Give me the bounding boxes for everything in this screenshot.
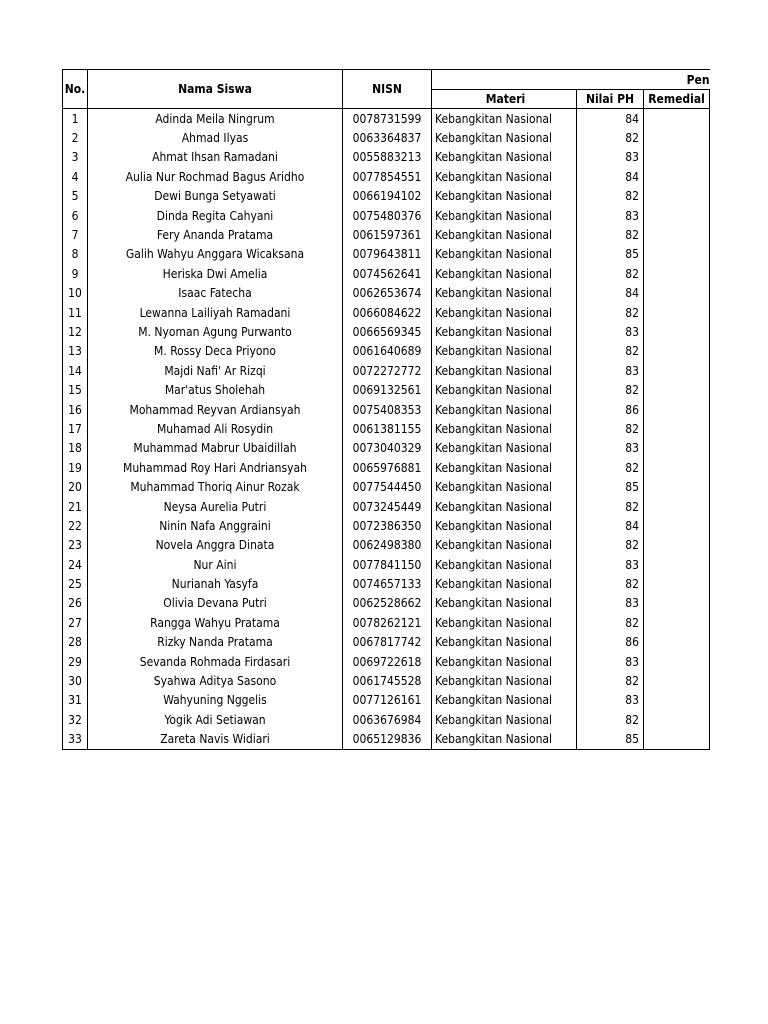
cell-remedial — [644, 342, 710, 361]
cell-nisn: 0055883213 — [343, 148, 432, 167]
cell-no: 33 — [63, 730, 88, 750]
grades-table — [62, 69, 710, 750]
cell-no: 17 — [63, 419, 88, 438]
cell-nisn: 0063364837 — [343, 128, 432, 147]
cell-nilai-ph: 86 — [577, 400, 644, 419]
cell-nisn: 0074562641 — [343, 264, 432, 283]
cell-remedial — [644, 187, 710, 206]
cell-nilai-ph: 82 — [577, 225, 644, 244]
cell-remedial — [644, 671, 710, 690]
cell-materi: Kebangkitan Nasional — [435, 150, 553, 165]
table-row — [63, 574, 710, 593]
cell-nama-siswa: Isaac Fatecha — [88, 284, 343, 303]
cell-nisn: 0062498380 — [343, 536, 432, 555]
cell-nisn: 0066084622 — [343, 303, 432, 322]
table-row — [63, 148, 710, 167]
header-nama-siswa: Nama Siswa — [88, 70, 343, 109]
cell-nisn: 0065976881 — [343, 458, 432, 477]
table-row — [63, 613, 710, 632]
cell-no: 22 — [63, 516, 88, 535]
cell-remedial — [644, 497, 710, 516]
cell-materi: Kebangkitan Nasional — [432, 730, 577, 750]
cell-materi: Kebangkitan Nasional — [435, 286, 553, 301]
cell-materi: Kebangkitan Nasional — [435, 324, 553, 339]
cell-nisn: 0078731599 — [343, 109, 432, 129]
header-no: No. — [63, 70, 88, 109]
table-header — [63, 70, 710, 109]
cell-materi: Kebangkitan Nasional — [435, 111, 553, 126]
cell-no: 11 — [63, 303, 88, 322]
cell-nilai-ph: 82 — [577, 303, 644, 322]
cell-nisn: 0074657133 — [343, 574, 432, 593]
cell-nilai-ph: 85 — [577, 477, 644, 496]
cell-nama-siswa: Muhamad Ali Rosydin — [88, 419, 343, 438]
cell-nama-siswa: Olivia Devana Putri — [88, 594, 343, 613]
cell-nisn: 0063676984 — [343, 710, 432, 729]
cell-materi: Kebangkitan Nasional — [435, 131, 553, 146]
header-remedial: Remedial — [644, 90, 710, 109]
cell-nisn: 0061597361 — [343, 225, 432, 244]
cell-no: 26 — [63, 594, 88, 613]
cell-nama-siswa: Mar'atus Sholehah — [88, 380, 343, 399]
table-row — [63, 497, 710, 516]
cell-no: 14 — [63, 361, 88, 380]
cell-materi: Kebangkitan Nasional — [435, 402, 553, 417]
cell-no: 5 — [63, 187, 88, 206]
cell-nilai-ph: 84 — [577, 284, 644, 303]
table-row — [63, 109, 710, 129]
cell-no: 15 — [63, 380, 88, 399]
cell-nama-siswa: Dinda Regita Cahyani — [88, 206, 343, 225]
cell-nilai-ph: 82 — [577, 613, 644, 632]
cell-nama-siswa: Majdi Nafi' Ar Rizqi — [88, 361, 343, 380]
cell-remedial — [644, 710, 710, 729]
cell-no: 28 — [63, 633, 88, 652]
cell-no: 23 — [63, 536, 88, 555]
cell-nilai-ph: 85 — [577, 730, 644, 750]
cell-no: 8 — [63, 245, 88, 264]
cell-nilai-ph: 83 — [577, 361, 644, 380]
cell-remedial — [644, 691, 710, 710]
cell-nama-siswa: Neysa Aurelia Putri — [88, 497, 343, 516]
cell-remedial — [644, 516, 710, 535]
cell-remedial — [644, 458, 710, 477]
cell-no: 2 — [63, 128, 88, 147]
table-row — [63, 555, 710, 574]
header-nilai-ph: Nilai PH — [577, 90, 644, 109]
table-row — [63, 458, 710, 477]
cell-nisn: 0067817742 — [343, 633, 432, 652]
cell-nama-siswa: Yogik Adi Setiawan — [88, 710, 343, 729]
cell-no: 4 — [63, 167, 88, 186]
cell-nilai-ph: 82 — [577, 458, 644, 477]
cell-nama-siswa: M. Nyoman Agung Purwanto — [88, 322, 343, 341]
cell-nama-siswa: Nur Aini — [88, 555, 343, 574]
cell-nisn: 0069722618 — [343, 652, 432, 671]
cell-nisn: 0061381155 — [343, 419, 432, 438]
cell-no: 18 — [63, 439, 88, 458]
cell-no: 6 — [63, 206, 88, 225]
cell-nisn: 0073040329 — [343, 439, 432, 458]
cell-remedial — [644, 361, 710, 380]
table-row — [63, 477, 710, 496]
cell-remedial — [644, 730, 710, 750]
cell-nilai-ph: 82 — [577, 419, 644, 438]
cell-remedial — [644, 555, 710, 574]
table-row — [63, 691, 710, 710]
cell-remedial — [644, 439, 710, 458]
cell-remedial — [644, 322, 710, 341]
cell-remedial — [644, 206, 710, 225]
cell-remedial — [644, 574, 710, 593]
table-row — [63, 342, 710, 361]
cell-nisn: 0069132561 — [343, 380, 432, 399]
cell-nisn: 0072272772 — [343, 361, 432, 380]
cell-nilai-ph: 82 — [577, 128, 644, 147]
cell-nisn: 0066194102 — [343, 187, 432, 206]
cell-nilai-ph: 83 — [577, 206, 644, 225]
cell-remedial — [644, 303, 710, 322]
table-row — [63, 652, 710, 671]
cell-remedial — [644, 380, 710, 399]
table-row — [63, 400, 710, 419]
cell-materi: Kebangkitan Nasional — [435, 421, 553, 436]
table-body — [63, 109, 710, 750]
cell-nilai-ph: 83 — [577, 439, 644, 458]
cell-nama-siswa: Wahyuning Nggelis — [88, 691, 343, 710]
cell-nama-siswa: Rizky Nanda Pratama — [88, 633, 343, 652]
header-row-top — [63, 70, 710, 90]
cell-nama-siswa: Novela Anggra Dinata — [88, 536, 343, 555]
cell-nilai-ph: 83 — [577, 148, 644, 167]
cell-no: 27 — [63, 613, 88, 632]
table-row — [63, 206, 710, 225]
cell-nilai-ph: 84 — [577, 109, 644, 129]
cell-nisn: 0079643811 — [343, 245, 432, 264]
table-row — [63, 264, 710, 283]
cell-nilai-ph: 82 — [577, 187, 644, 206]
cell-nilai-ph: 82 — [577, 380, 644, 399]
header-materi: Materi — [432, 90, 577, 109]
cell-materi: Kebangkitan Nasional — [435, 635, 553, 650]
table-row — [63, 361, 710, 380]
cell-remedial — [644, 245, 710, 264]
cell-nisn: 0077854551 — [343, 167, 432, 186]
cell-nama-siswa: Sevanda Rohmada Firdasari — [88, 652, 343, 671]
table-row — [63, 671, 710, 690]
cell-nilai-ph: 86 — [577, 633, 644, 652]
cell-remedial — [644, 225, 710, 244]
cell-nama-siswa: Heriska Dwi Amelia — [88, 264, 343, 283]
table-row — [63, 710, 710, 729]
cell-materi: Kebangkitan Nasional — [435, 363, 553, 378]
cell-nilai-ph: 84 — [577, 516, 644, 535]
table-row — [63, 516, 710, 535]
cell-nisn: 0077841150 — [343, 555, 432, 574]
cell-remedial — [644, 264, 710, 283]
cell-nilai-ph: 82 — [577, 536, 644, 555]
cell-materi: Kebangkitan Nasional — [435, 674, 553, 689]
cell-materi: Kebangkitan Nasional — [435, 518, 553, 533]
cell-nama-siswa: Aulia Nur Rochmad Bagus Aridho — [88, 167, 343, 186]
cell-nilai-ph: 82 — [577, 710, 644, 729]
cell-no: 25 — [63, 574, 88, 593]
table-row — [63, 536, 710, 555]
cell-no: 12 — [63, 322, 88, 341]
cell-nisn: 0078262121 — [343, 613, 432, 632]
cell-no: 16 — [63, 400, 88, 419]
cell-nilai-ph: 83 — [577, 555, 644, 574]
cell-materi: Kebangkitan Nasional — [435, 538, 553, 553]
cell-nisn: 0077544450 — [343, 477, 432, 496]
cell-nilai-ph: 82 — [577, 497, 644, 516]
cell-nilai-ph: 84 — [577, 167, 644, 186]
table-row — [63, 439, 710, 458]
cell-no: 21 — [63, 497, 88, 516]
cell-nisn: 0073245449 — [343, 497, 432, 516]
cell-nisn: 0062653674 — [343, 284, 432, 303]
cell-no: 13 — [63, 342, 88, 361]
cell-nama-siswa: Lewanna Lailiyah Ramadani — [88, 303, 343, 322]
cell-no: 3 — [63, 148, 88, 167]
cell-nilai-ph: 85 — [577, 245, 644, 264]
cell-no: 19 — [63, 458, 88, 477]
cell-materi: Kebangkitan Nasional — [435, 383, 553, 398]
cell-nama-siswa: Muhammad Thoriq Ainur Rozak — [88, 477, 343, 496]
cell-materi: Kebangkitan Nasional — [435, 189, 553, 204]
cell-remedial — [644, 613, 710, 632]
cell-materi: Kebangkitan Nasional — [435, 441, 553, 456]
cell-nama-siswa: Nurianah Yasyfa — [88, 574, 343, 593]
cell-remedial — [644, 652, 710, 671]
cell-remedial — [644, 400, 710, 419]
cell-no: 24 — [63, 555, 88, 574]
cell-nama-siswa: Muhammad Mabrur Ubaidillah — [88, 439, 343, 458]
cell-materi: Kebangkitan Nasional — [435, 480, 553, 495]
cell-remedial — [644, 594, 710, 613]
table-row — [63, 245, 710, 264]
cell-nama-siswa: Ahmat Ihsan Ramadani — [88, 148, 343, 167]
cell-nilai-ph: 83 — [577, 322, 644, 341]
table-row — [63, 284, 710, 303]
cell-nisn: 0062528662 — [343, 594, 432, 613]
cell-materi: Kebangkitan Nasional — [435, 228, 553, 243]
cell-no: 9 — [63, 264, 88, 283]
cell-nilai-ph: 82 — [577, 671, 644, 690]
cell-no: 20 — [63, 477, 88, 496]
cell-remedial — [644, 167, 710, 186]
header-group-pen-label: Pen — [686, 73, 710, 86]
cell-materi: Kebangkitan Nasional — [435, 344, 553, 359]
cell-nisn: 0072386350 — [343, 516, 432, 535]
table-row — [63, 303, 710, 322]
table-row — [63, 167, 710, 186]
cell-materi: Kebangkitan Nasional — [435, 247, 553, 262]
cell-nilai-ph: 83 — [577, 652, 644, 671]
cell-materi: Kebangkitan Nasional — [435, 208, 553, 223]
cell-remedial — [644, 109, 710, 129]
cell-materi: Kebangkitan Nasional — [435, 615, 553, 630]
cell-remedial — [644, 128, 710, 147]
cell-nisn: 0066569345 — [343, 322, 432, 341]
cell-nilai-ph: 82 — [577, 342, 644, 361]
cell-no: 1 — [63, 109, 88, 129]
cell-nama-siswa: Fery Ananda Pratama — [88, 225, 343, 244]
table-row — [63, 128, 710, 147]
cell-nisn: 0061745528 — [343, 671, 432, 690]
cell-nama-siswa: Mohammad Reyvan Ardiansyah — [88, 400, 343, 419]
cell-no: 30 — [63, 671, 88, 690]
cell-materi: Kebangkitan Nasional — [435, 577, 553, 592]
cell-nilai-ph: 83 — [577, 594, 644, 613]
table-row — [63, 380, 710, 399]
cell-nama-siswa: Dewi Bunga Setyawati — [88, 187, 343, 206]
cell-nama-siswa: Zareta Navis Widiari — [88, 730, 343, 750]
cell-nilai-ph: 83 — [577, 691, 644, 710]
cell-nilai-ph: 82 — [577, 264, 644, 283]
cell-remedial — [644, 536, 710, 555]
cell-materi: Kebangkitan Nasional — [435, 654, 553, 669]
cell-nama-siswa: Rangga Wahyu Pratama — [88, 613, 343, 632]
cell-nama-siswa: Muhammad Roy Hari Andriansyah — [88, 458, 343, 477]
cell-remedial — [644, 148, 710, 167]
cell-nisn: 0077126161 — [343, 691, 432, 710]
cell-nisn: 0075480376 — [343, 206, 432, 225]
cell-no: 7 — [63, 225, 88, 244]
cell-remedial — [644, 633, 710, 652]
cell-remedial — [644, 419, 710, 438]
table-row — [63, 730, 710, 750]
cell-nama-siswa: Syahwa Aditya Sasono — [88, 671, 343, 690]
cell-materi: Kebangkitan Nasional — [435, 596, 553, 611]
header-group-pen — [432, 70, 710, 90]
cell-materi: Kebangkitan Nasional — [435, 499, 553, 514]
table-row — [63, 594, 710, 613]
cell-materi: Kebangkitan Nasional — [435, 305, 553, 320]
cell-nama-siswa: M. Rossy Deca Priyono — [88, 342, 343, 361]
cell-no: 10 — [63, 284, 88, 303]
table-row — [63, 633, 710, 652]
cell-materi: Kebangkitan Nasional — [435, 460, 553, 475]
header-nisn: NISN — [343, 70, 432, 109]
cell-nisn: 0065129836 — [343, 730, 432, 750]
table-row — [63, 419, 710, 438]
cell-nisn: 0061640689 — [343, 342, 432, 361]
cell-nama-siswa: Adinda Meila Ningrum — [88, 109, 343, 129]
cell-no: 31 — [63, 691, 88, 710]
cell-no: 29 — [63, 652, 88, 671]
cell-no: 32 — [63, 710, 88, 729]
table-row — [63, 322, 710, 341]
cell-nama-siswa: Ninin Nafa Anggraini — [88, 516, 343, 535]
cell-materi: Kebangkitan Nasional — [435, 712, 553, 727]
cell-materi: Kebangkitan Nasional — [435, 266, 553, 281]
cell-nama-siswa: Ahmad Ilyas — [88, 128, 343, 147]
cell-remedial — [644, 477, 710, 496]
cell-nama-siswa: Galih Wahyu Anggara Wicaksana — [88, 245, 343, 264]
cell-materi: Kebangkitan Nasional — [435, 557, 553, 572]
cell-nisn: 0075408353 — [343, 400, 432, 419]
cell-materi: Kebangkitan Nasional — [435, 169, 553, 184]
table-row — [63, 225, 710, 244]
table-row — [63, 187, 710, 206]
cell-materi: Kebangkitan Nasional — [435, 693, 553, 708]
cell-nilai-ph: 82 — [577, 574, 644, 593]
cell-remedial — [644, 284, 710, 303]
